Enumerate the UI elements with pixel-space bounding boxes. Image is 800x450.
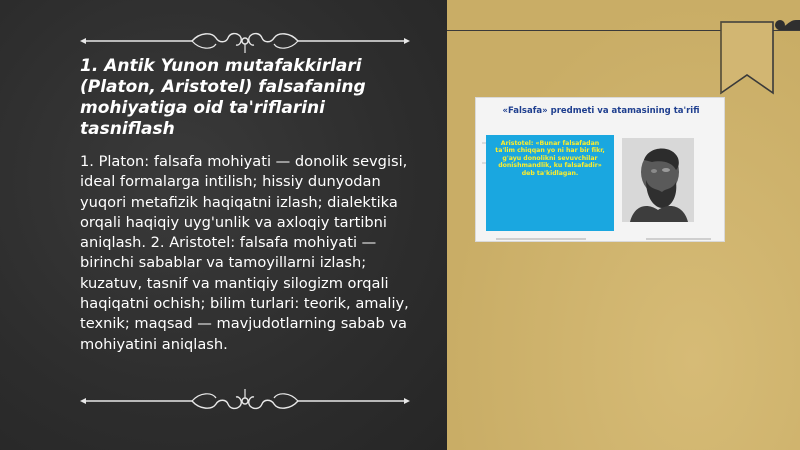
aristotel-quote-box <box>486 135 614 231</box>
aristotle-portrait-image <box>622 138 694 222</box>
top-ornament-divider-icon <box>80 26 410 56</box>
slide-title: 1. Antik Yunon mutafakkirlari (Platon, Aristotel) falsafaning mohiyatiga oid ta'riflarini tasniflash <box>80 56 366 139</box>
picture-bottom-strip <box>476 234 725 242</box>
bookmark-ribbon-icon <box>718 20 776 95</box>
embedded-slide-image <box>475 97 725 242</box>
bottom-ornament-divider-icon <box>80 386 410 416</box>
aristotel-quote-text: Aristotel: «Bunar falsafadan ta'lim chiqqan yo ni har bir fikr, g'ayu donolikni sevuvchilar donishmandlik, ku falsafadir» deb ta'kidlagan. <box>495 140 605 177</box>
picture-heading: «Falsafa» predmeti va atamasining ta'rifi <box>502 106 700 116</box>
slide-body-text: 1. Platon: falsafa mohiyati — donolik sevgisi, ideal formalarga intilish; hissiy dunyodan yuqori metafizik haqiqatni izlash; dialektika orqali haqiqiy uyg'unlik va axloqiy tartibni aniqlash. 2. Aristotel: falsafa mohiyati — birinchi sabablar va tamoyillarni izlash; kuzatuv, tasnif va mantiqiy silogizm orqali haqiqatni ochish; bilim turlari: teorik, amaliy, texnik; maqsad — mavjudotlarning sabab va mohiyatini aniqlash. <box>80 153 409 353</box>
